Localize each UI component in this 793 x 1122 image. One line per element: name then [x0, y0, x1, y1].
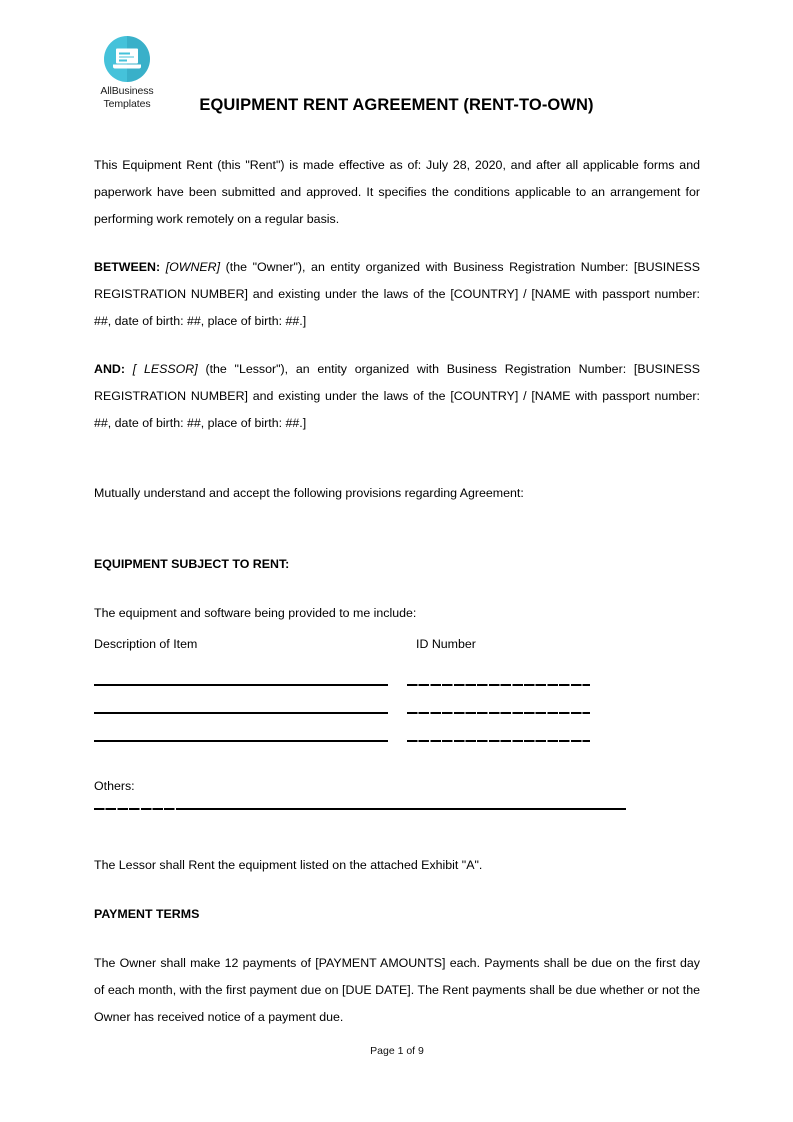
id-number-blank-line[interactable] — [407, 684, 590, 686]
spacer — [94, 751, 700, 773]
description-blank-line[interactable] — [94, 684, 388, 686]
equipment-intro-line: The equipment and software being provided to me include: — [94, 606, 417, 620]
others-label: Others: — [94, 779, 135, 793]
equipment-table — [94, 637, 700, 751]
spacer — [94, 458, 700, 480]
brand-name-line-1: AllBusiness — [100, 85, 154, 97]
effective-date: July 28, 2020 — [426, 158, 503, 172]
logo-laptop-screen — [116, 49, 138, 64]
document-body — [94, 152, 700, 1052]
spacer — [94, 928, 700, 950]
payment-terms-heading: PAYMENT TERMS — [94, 907, 200, 921]
description-blank-line[interactable] — [94, 712, 388, 714]
equipment-table-header — [94, 637, 700, 667]
spacer — [94, 822, 700, 852]
page-title: EQUIPMENT RENT AGREEMENT (RENT-TO-OWN) — [199, 96, 594, 114]
logo-screen-line-2 — [119, 56, 134, 58]
logo-laptop-base — [113, 65, 141, 69]
and-party: [ LESSOR] — [132, 362, 198, 376]
intro-text-before-date: This Equipment Rent (this "Rent") is made effective as of: — [94, 158, 422, 172]
intro-text-after-date: , and after all applicable forms and paperwork have been submitted and approved. It specifies the conditions applicable to an arrangement for performing work remotely on a regular basis. — [94, 158, 700, 226]
and-paragraph — [94, 356, 700, 437]
logo-laptop-glyph — [113, 49, 141, 70]
payment-terms-paragraph: The Owner shall make 12 payments of [PAYMENT AMOUNTS] each. Payments shall be due on the first day of each month, with the first payment due on [DUE DATE]. The Rent payments shall be due whether or not the Owner has received notice of a payment due. — [94, 956, 700, 1024]
others-line-dashed-start — [94, 808, 180, 810]
and-body: (the "Lessor"), an entity organized with Business Registration Number: [BUSINESS REGISTRATION NUMBER] and existing under the laws of the [COUNTRY] / [NAME with passport number: ##, date of birth: ##, place of birth: ##.] — [94, 362, 700, 430]
between-party: [OWNER] — [165, 260, 221, 274]
spacer — [94, 507, 700, 551]
intro-paragraph — [94, 152, 700, 233]
table-row[interactable] — [94, 667, 700, 695]
table-row[interactable] — [94, 695, 700, 723]
description-blank-line[interactable] — [94, 740, 388, 742]
logo-screen-line-3 — [119, 60, 127, 62]
between-label: BETWEEN: — [94, 260, 161, 274]
brand-name-line-2: Templates — [103, 97, 151, 110]
others-blank-line[interactable] — [94, 800, 700, 822]
table-row[interactable] — [94, 723, 700, 751]
page-footer: Page 1 of 9 — [370, 1045, 424, 1057]
column-header-description: Description of Item — [94, 637, 198, 651]
between-body: (the "Owner"), an entity organized with Business Registration Number: [BUSINESS REGISTRATION NUMBER] and existing under the laws of the [COUNTRY] / [NAME with passport number: ##, date of birth: ##, place of birth: ##.] — [94, 260, 700, 328]
spacer — [94, 879, 700, 901]
laptop-icon — [104, 36, 150, 82]
between-paragraph — [94, 254, 700, 335]
id-number-blank-line[interactable] — [407, 740, 590, 742]
logo-screen-line-1 — [119, 53, 130, 55]
mutual-understanding-line: Mutually understand and accept the following provisions regarding Agreement: — [94, 486, 524, 500]
spacer — [94, 578, 700, 600]
column-header-id-number: ID Number — [416, 637, 476, 651]
id-number-blank-line[interactable] — [407, 712, 590, 714]
equipment-section-heading: EQUIPMENT SUBJECT TO RENT: — [94, 557, 290, 571]
and-label: AND: — [94, 362, 125, 376]
exhibit-line: The Lessor shall Rent the equipment listed on the attached Exhibit "A". — [94, 858, 483, 872]
